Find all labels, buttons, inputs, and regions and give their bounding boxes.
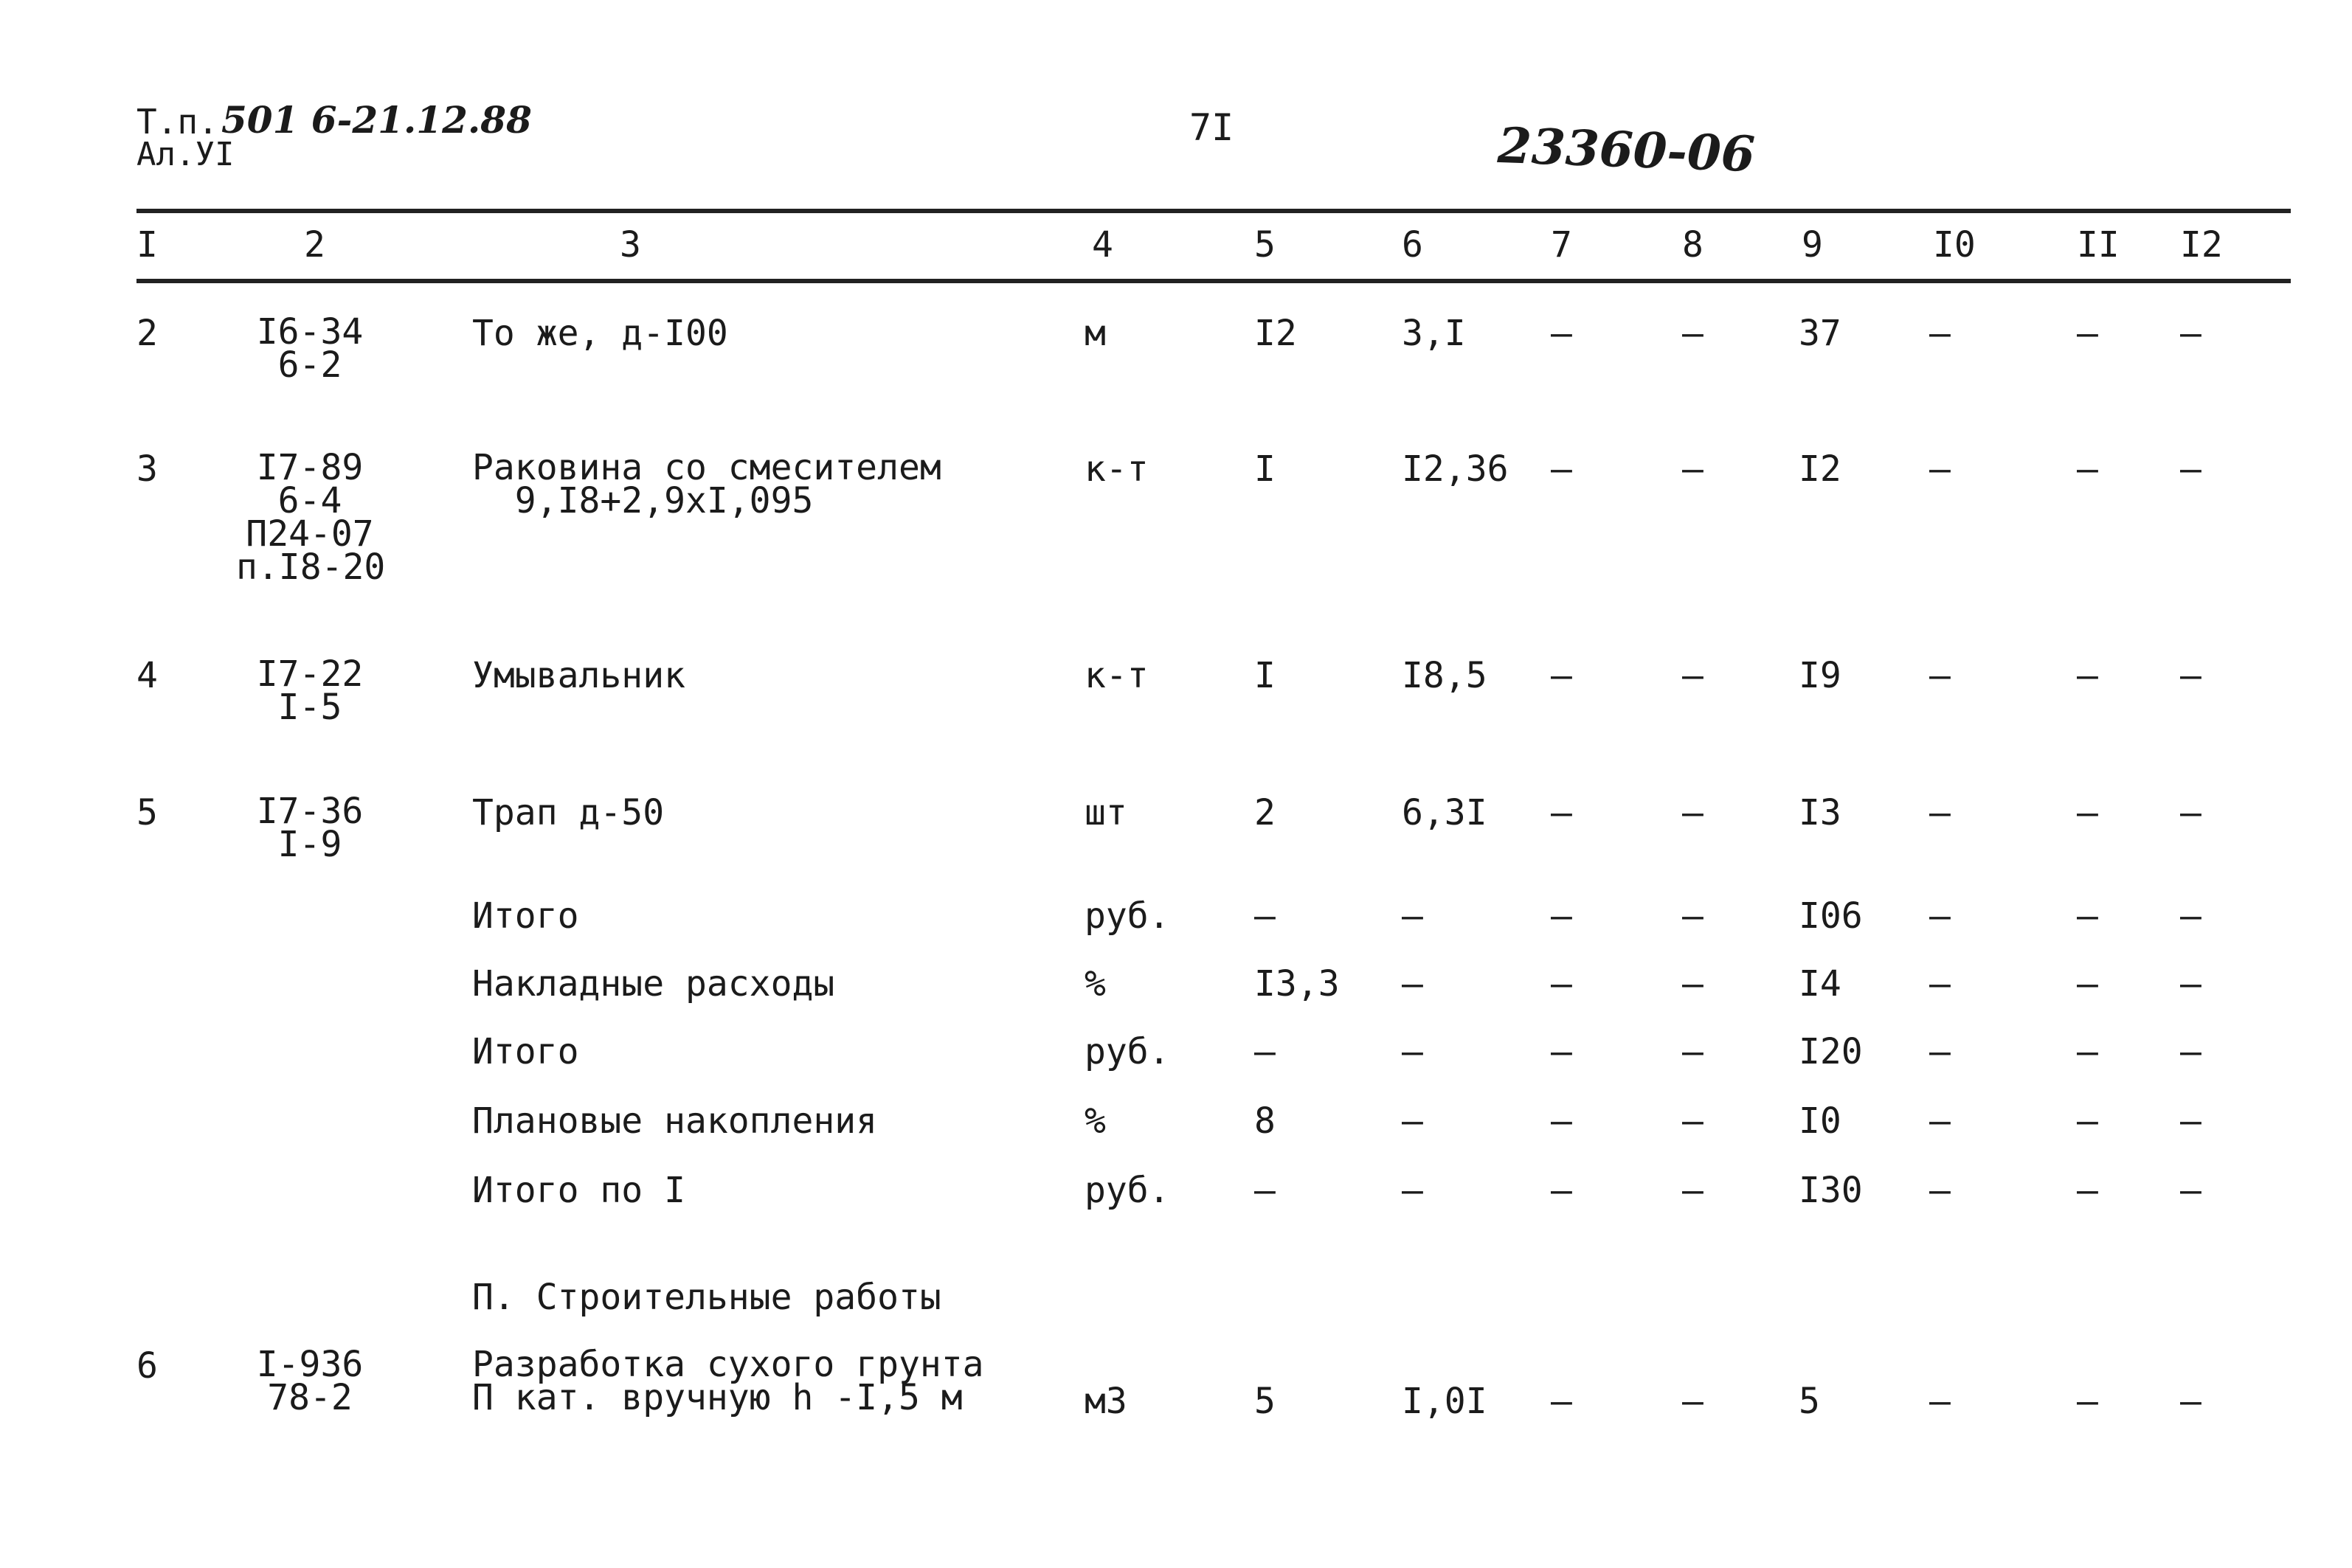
document-number: 23360-06	[1496, 116, 1757, 184]
row-5-col-12: –	[2180, 963, 2201, 1005]
row-10-col-12: –	[2180, 1381, 2201, 1422]
row-3-col-10: –	[1929, 792, 1951, 833]
reference-printed: Т.п.	[136, 102, 218, 142]
row-3-col-12: –	[2180, 792, 2201, 833]
row-3-col-4: шт	[1085, 792, 1127, 833]
row-6-col-8: –	[1682, 1031, 1704, 1072]
column-header-3: 3	[620, 224, 641, 266]
row-0-col-5: I2	[1254, 313, 1297, 354]
row-0-col-1: 2	[136, 313, 158, 354]
row-4-col-6: –	[1402, 895, 1423, 937]
column-header-4: 4	[1092, 224, 1113, 266]
row-2-col-12: –	[2180, 655, 2201, 696]
column-header-11: II	[2077, 224, 2120, 266]
column-header-12: I2	[2180, 224, 2223, 266]
column-header-2: 2	[304, 224, 325, 266]
row-10-col-3: Разработка сухого грунта П кат. вручную h -I,5 м	[472, 1344, 984, 1419]
row-3-col-7: –	[1551, 792, 1572, 833]
row-1-col-7: –	[1551, 448, 1572, 490]
row-7-col-9: I0	[1799, 1100, 1841, 1142]
row-0-col-7: –	[1551, 313, 1572, 354]
row-6-col-4: руб.	[1085, 1031, 1170, 1072]
row-10-col-10: –	[1929, 1381, 1951, 1422]
row-1-col-12: –	[2180, 448, 2201, 490]
row-5-col-9: I4	[1799, 963, 1841, 1005]
row-4-col-5: –	[1254, 895, 1276, 937]
row-0-col-12: –	[2180, 313, 2201, 354]
row-6-col-9: I20	[1799, 1031, 1863, 1072]
row-0-col-2: I6-34 6-2	[256, 311, 364, 386]
row-2-col-11: –	[2077, 655, 2098, 696]
row-5-col-7: –	[1551, 963, 1572, 1005]
row-1-col-5: I	[1254, 448, 1276, 490]
row-8-col-7: –	[1551, 1170, 1572, 1211]
column-header-9: 9	[1802, 224, 1823, 266]
row-1-col-10: –	[1929, 448, 1951, 490]
row-8-col-5: –	[1254, 1170, 1276, 1211]
top-rule	[136, 209, 2291, 213]
row-2-col-3: Умывальник	[472, 655, 685, 696]
row-2-col-6: I8,5	[1402, 655, 1487, 696]
row-0-col-11: –	[2077, 313, 2098, 354]
row-10-col-8: –	[1682, 1381, 1704, 1422]
row-4-col-10: –	[1929, 895, 1951, 937]
row-6-col-5: –	[1254, 1031, 1276, 1072]
row-10-col-7: –	[1551, 1381, 1572, 1422]
row-8-col-4: руб.	[1085, 1170, 1170, 1211]
row-5-col-10: –	[1929, 963, 1951, 1005]
row-3-col-6: 6,3I	[1402, 792, 1487, 833]
row-3-col-3: Трап д-50	[472, 792, 665, 833]
row-5-col-4: %	[1085, 963, 1106, 1005]
row-7-col-5: 8	[1254, 1100, 1276, 1142]
row-0-col-4: м	[1085, 313, 1106, 354]
row-8-col-12: –	[2180, 1170, 2201, 1211]
row-4-col-4: руб.	[1085, 895, 1170, 937]
row-1-col-1: 3	[136, 448, 158, 490]
row-1-col-11: –	[2077, 448, 2098, 490]
reference-handwritten: 501 6-21.12.88	[221, 98, 532, 142]
row-10-col-2: I-936 78-2	[256, 1344, 364, 1419]
row-10-col-11: –	[2077, 1381, 2098, 1422]
album-label: Ал.УI	[136, 136, 235, 173]
row-3-col-1: 5	[136, 792, 158, 833]
row-4-col-7: –	[1551, 895, 1572, 937]
row-7-col-8: –	[1682, 1100, 1704, 1142]
column-header-5: 5	[1254, 224, 1276, 266]
row-7-col-4: %	[1085, 1100, 1106, 1142]
row-1-col-9: I2	[1799, 448, 1841, 490]
row-4-col-9: I06	[1799, 895, 1863, 937]
row-2-col-10: –	[1929, 655, 1951, 696]
row-0-col-6: 3,I	[1402, 313, 1466, 354]
row-2-col-8: –	[1682, 655, 1704, 696]
column-header-1: I	[136, 224, 158, 266]
row-5-col-3: Накладные расходы	[472, 963, 835, 1005]
row-10-col-4: м3	[1085, 1381, 1127, 1422]
row-6-col-10: –	[1929, 1031, 1951, 1072]
row-1-col-8: –	[1682, 448, 1704, 490]
row-3-col-8: –	[1682, 792, 1704, 833]
row-2-col-4: к-т	[1085, 655, 1149, 696]
row-8-col-10: –	[1929, 1170, 1951, 1211]
row-3-col-11: –	[2077, 792, 2098, 833]
row-6-col-3: Итого	[472, 1031, 579, 1072]
row-5-col-5: I3,3	[1254, 963, 1340, 1005]
row-6-col-6: –	[1402, 1031, 1423, 1072]
row-0-col-9: 37	[1799, 313, 1841, 354]
row-6-col-12: –	[2180, 1031, 2201, 1072]
row-7-col-10: –	[1929, 1100, 1951, 1142]
row-3-col-9: I3	[1799, 792, 1841, 833]
column-header-10: I0	[1933, 224, 1976, 266]
row-7-col-12: –	[2180, 1100, 2201, 1142]
header-rule	[136, 279, 2291, 283]
row-7-col-11: –	[2077, 1100, 2098, 1142]
row-3-col-2: I7-36 I-9	[256, 791, 364, 866]
row-1-col-2: I7-89 6-4 П24-07 п.I8-20	[236, 447, 386, 589]
row-10-col-1: 6	[136, 1345, 158, 1387]
row-5-col-11: –	[2077, 963, 2098, 1005]
row-2-col-9: I9	[1799, 655, 1841, 696]
row-4-col-11: –	[2077, 895, 2098, 937]
row-10-col-9: 5	[1799, 1381, 1820, 1422]
column-header-8: 8	[1682, 224, 1704, 266]
page-number: 7I	[1189, 106, 1234, 149]
row-0-col-10: –	[1929, 313, 1951, 354]
row-10-col-5: 5	[1254, 1381, 1276, 1422]
row-9-col-3: П. Строительные работы	[472, 1277, 941, 1318]
row-2-col-2: I7-22 I-5	[256, 653, 364, 729]
row-1-col-4: к-т	[1085, 448, 1149, 490]
row-4-col-3: Итого	[472, 895, 579, 937]
row-2-col-1: 4	[136, 655, 158, 696]
row-4-col-12: –	[2180, 895, 2201, 937]
row-7-col-6: –	[1402, 1100, 1423, 1142]
row-2-col-7: –	[1551, 655, 1572, 696]
row-0-col-8: –	[1682, 313, 1704, 354]
column-header-6: 6	[1402, 224, 1423, 266]
row-10-col-6: I,0I	[1402, 1381, 1487, 1422]
row-3-col-5: 2	[1254, 792, 1276, 833]
row-2-col-5: I	[1254, 655, 1276, 696]
row-4-col-8: –	[1682, 895, 1704, 937]
row-8-col-9: I30	[1799, 1170, 1863, 1211]
row-5-col-8: –	[1682, 963, 1704, 1005]
row-7-col-7: –	[1551, 1100, 1572, 1142]
row-7-col-3: Плановые накопления	[472, 1100, 878, 1142]
row-1-col-6: I2,36	[1402, 448, 1509, 490]
row-8-col-11: –	[2077, 1170, 2098, 1211]
row-8-col-6: –	[1402, 1170, 1423, 1211]
row-1-col-3: Раковина со смесителем 9,I8+2,9хI,095	[472, 447, 941, 522]
row-5-col-6: –	[1402, 963, 1423, 1005]
row-6-col-11: –	[2077, 1031, 2098, 1072]
row-0-col-3: То же, д-I00	[472, 313, 728, 354]
row-6-col-7: –	[1551, 1031, 1572, 1072]
column-header-7: 7	[1551, 224, 1572, 266]
row-8-col-3: Итого по I	[472, 1170, 685, 1211]
row-8-col-8: –	[1682, 1170, 1704, 1211]
